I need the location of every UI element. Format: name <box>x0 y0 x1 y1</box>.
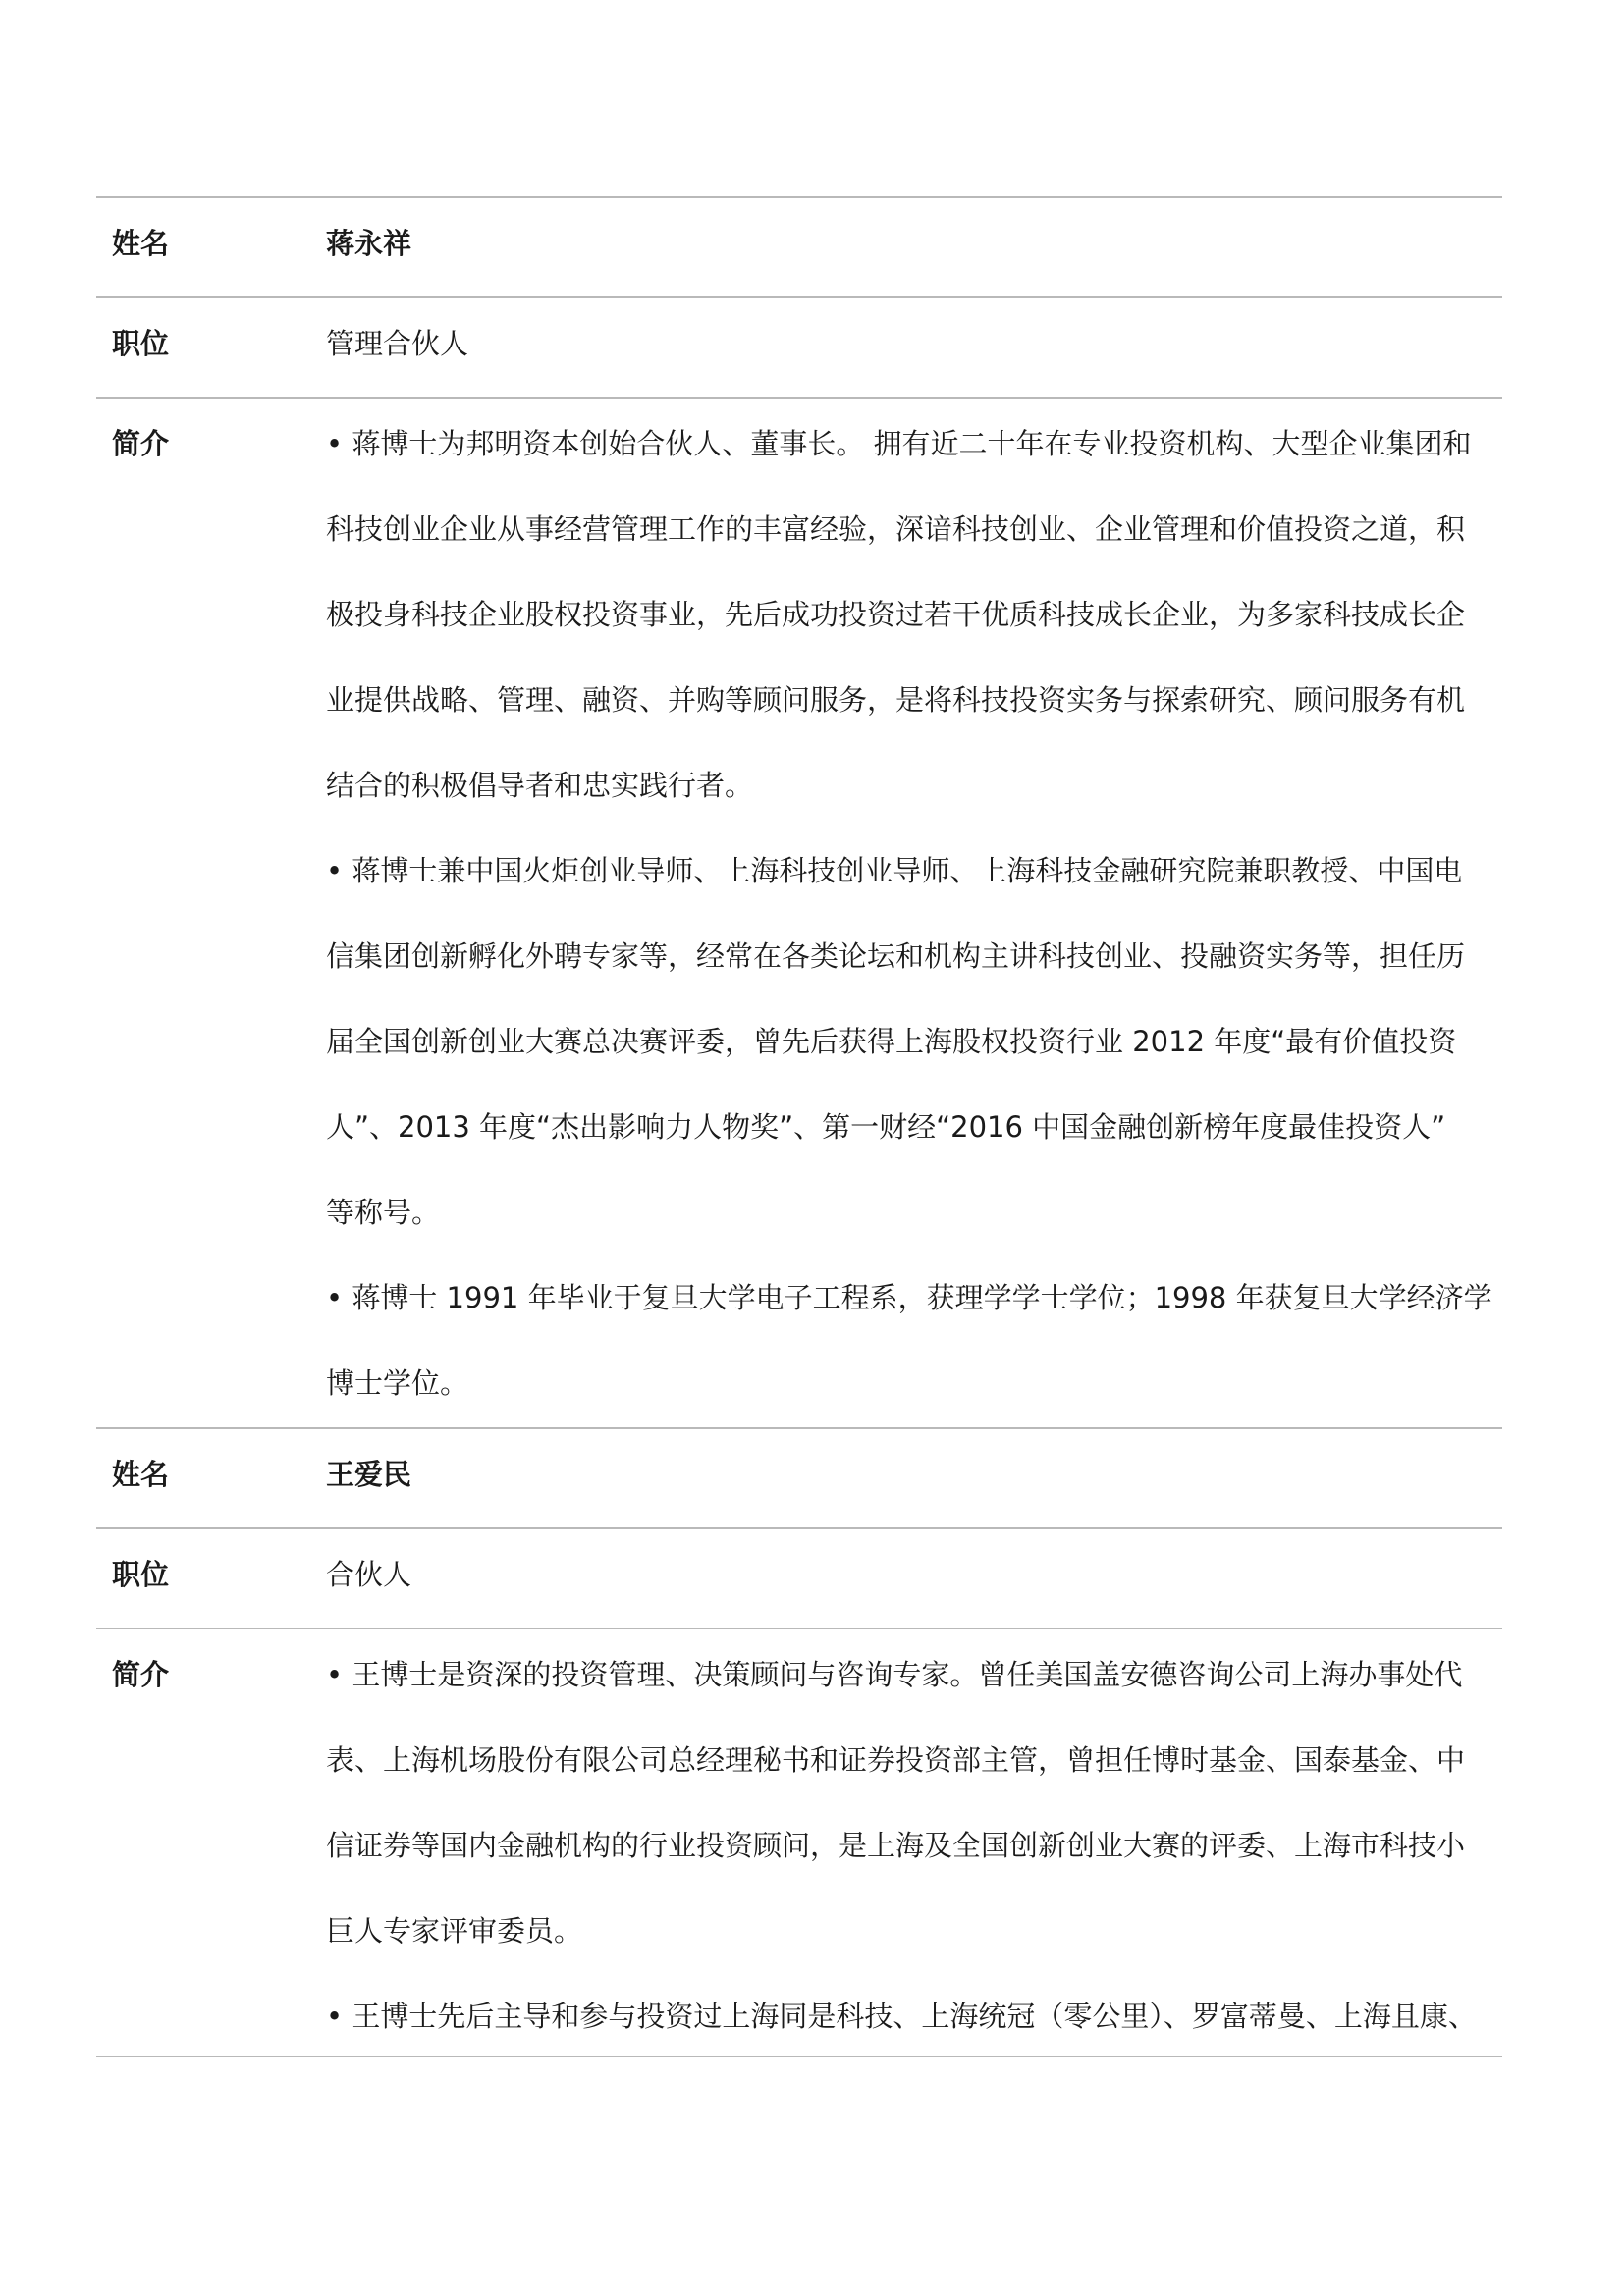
divider <box>96 1427 1502 1429</box>
bio-line: 巨人专家评审委员。 <box>326 1914 583 1948</box>
divider <box>96 1527 1502 1529</box>
divider <box>96 296 1502 298</box>
bio-line: • 蒋博士为邦明资本创始合伙人、董事长。 拥有近二十年在专业投资机构、大型企业集团和 <box>326 427 1472 460</box>
person-position: 管理合伙人 <box>326 327 469 360</box>
bio-line: • 蒋博士 1991 年毕业于复旦大学电子工程系，获理学学士学位；1998 年获复旦大学经济学 <box>326 1281 1492 1314</box>
bio-line: • 王博士先后主导和参与投资过上海同是科技、上海统冠（零公里）、罗富蒂曼、上海且康、 <box>326 2000 1477 2033</box>
position-label: 职位 <box>112 327 170 360</box>
divider <box>96 1628 1502 1629</box>
bio-line: 等称号。 <box>326 1196 441 1229</box>
person-position: 合伙人 <box>326 1558 412 1591</box>
bio-label: 简介 <box>112 427 170 460</box>
bio-line: 业提供战略、管理、融资、并购等顾问服务，是将科技投资实务与探索研究、顾问服务有机 <box>326 683 1466 717</box>
bio-line: 届全国创新创业大赛总决赛评委，曾先后获得上海股权投资行业 2012 年度“最有价值投资 <box>326 1025 1457 1058</box>
name-label: 姓名 <box>112 227 170 260</box>
bio-line: 结合的积极倡导者和忠实践行者。 <box>326 769 754 802</box>
divider <box>96 196 1502 198</box>
person-name: 王爱民 <box>326 1458 412 1491</box>
bio-line: 人”、2013 年度“杰出影响力人物奖”、第一财经“2016 中国金融创新榜年度最佳投资人” <box>326 1110 1446 1144</box>
divider <box>96 2056 1502 2057</box>
person-name: 蒋永祥 <box>326 227 412 260</box>
bio-line: 博士学位。 <box>326 1366 469 1400</box>
name-label: 姓名 <box>112 1458 170 1491</box>
bio-line: 信证券等国内金融机构的行业投资顾问，是上海及全国创新创业大赛的评委、上海市科技小 <box>326 1829 1466 1862</box>
position-label: 职位 <box>112 1558 170 1591</box>
bio-label: 简介 <box>112 1658 170 1691</box>
divider <box>96 397 1502 399</box>
bio-line: 科技创业企业从事经营管理工作的丰富经验，深谙科技创业、企业管理和价值投资之道，积 <box>326 512 1466 546</box>
bio-line: 表、上海机场股份有限公司总经理秘书和证券投资部主管，曾担任博时基金、国泰基金、中 <box>326 1743 1466 1777</box>
bio-line: 信集团创新孵化外聘专家等，经常在各类论坛和机构主讲科技创业、投融资实务等，担任历 <box>326 939 1466 973</box>
bio-line: • 王博士是资深的投资管理、决策顾问与咨询专家。曾任美国盖安德咨询公司上海办事处代 <box>326 1658 1463 1691</box>
bio-line: • 蒋博士兼中国火炬创业导师、上海科技创业导师、上海科技金融研究院兼职教授、中国电 <box>326 854 1463 887</box>
bio-line: 极投身科技企业股权投资事业，先后成功投资过若干优质科技成长企业，为多家科技成长企 <box>326 598 1466 631</box>
